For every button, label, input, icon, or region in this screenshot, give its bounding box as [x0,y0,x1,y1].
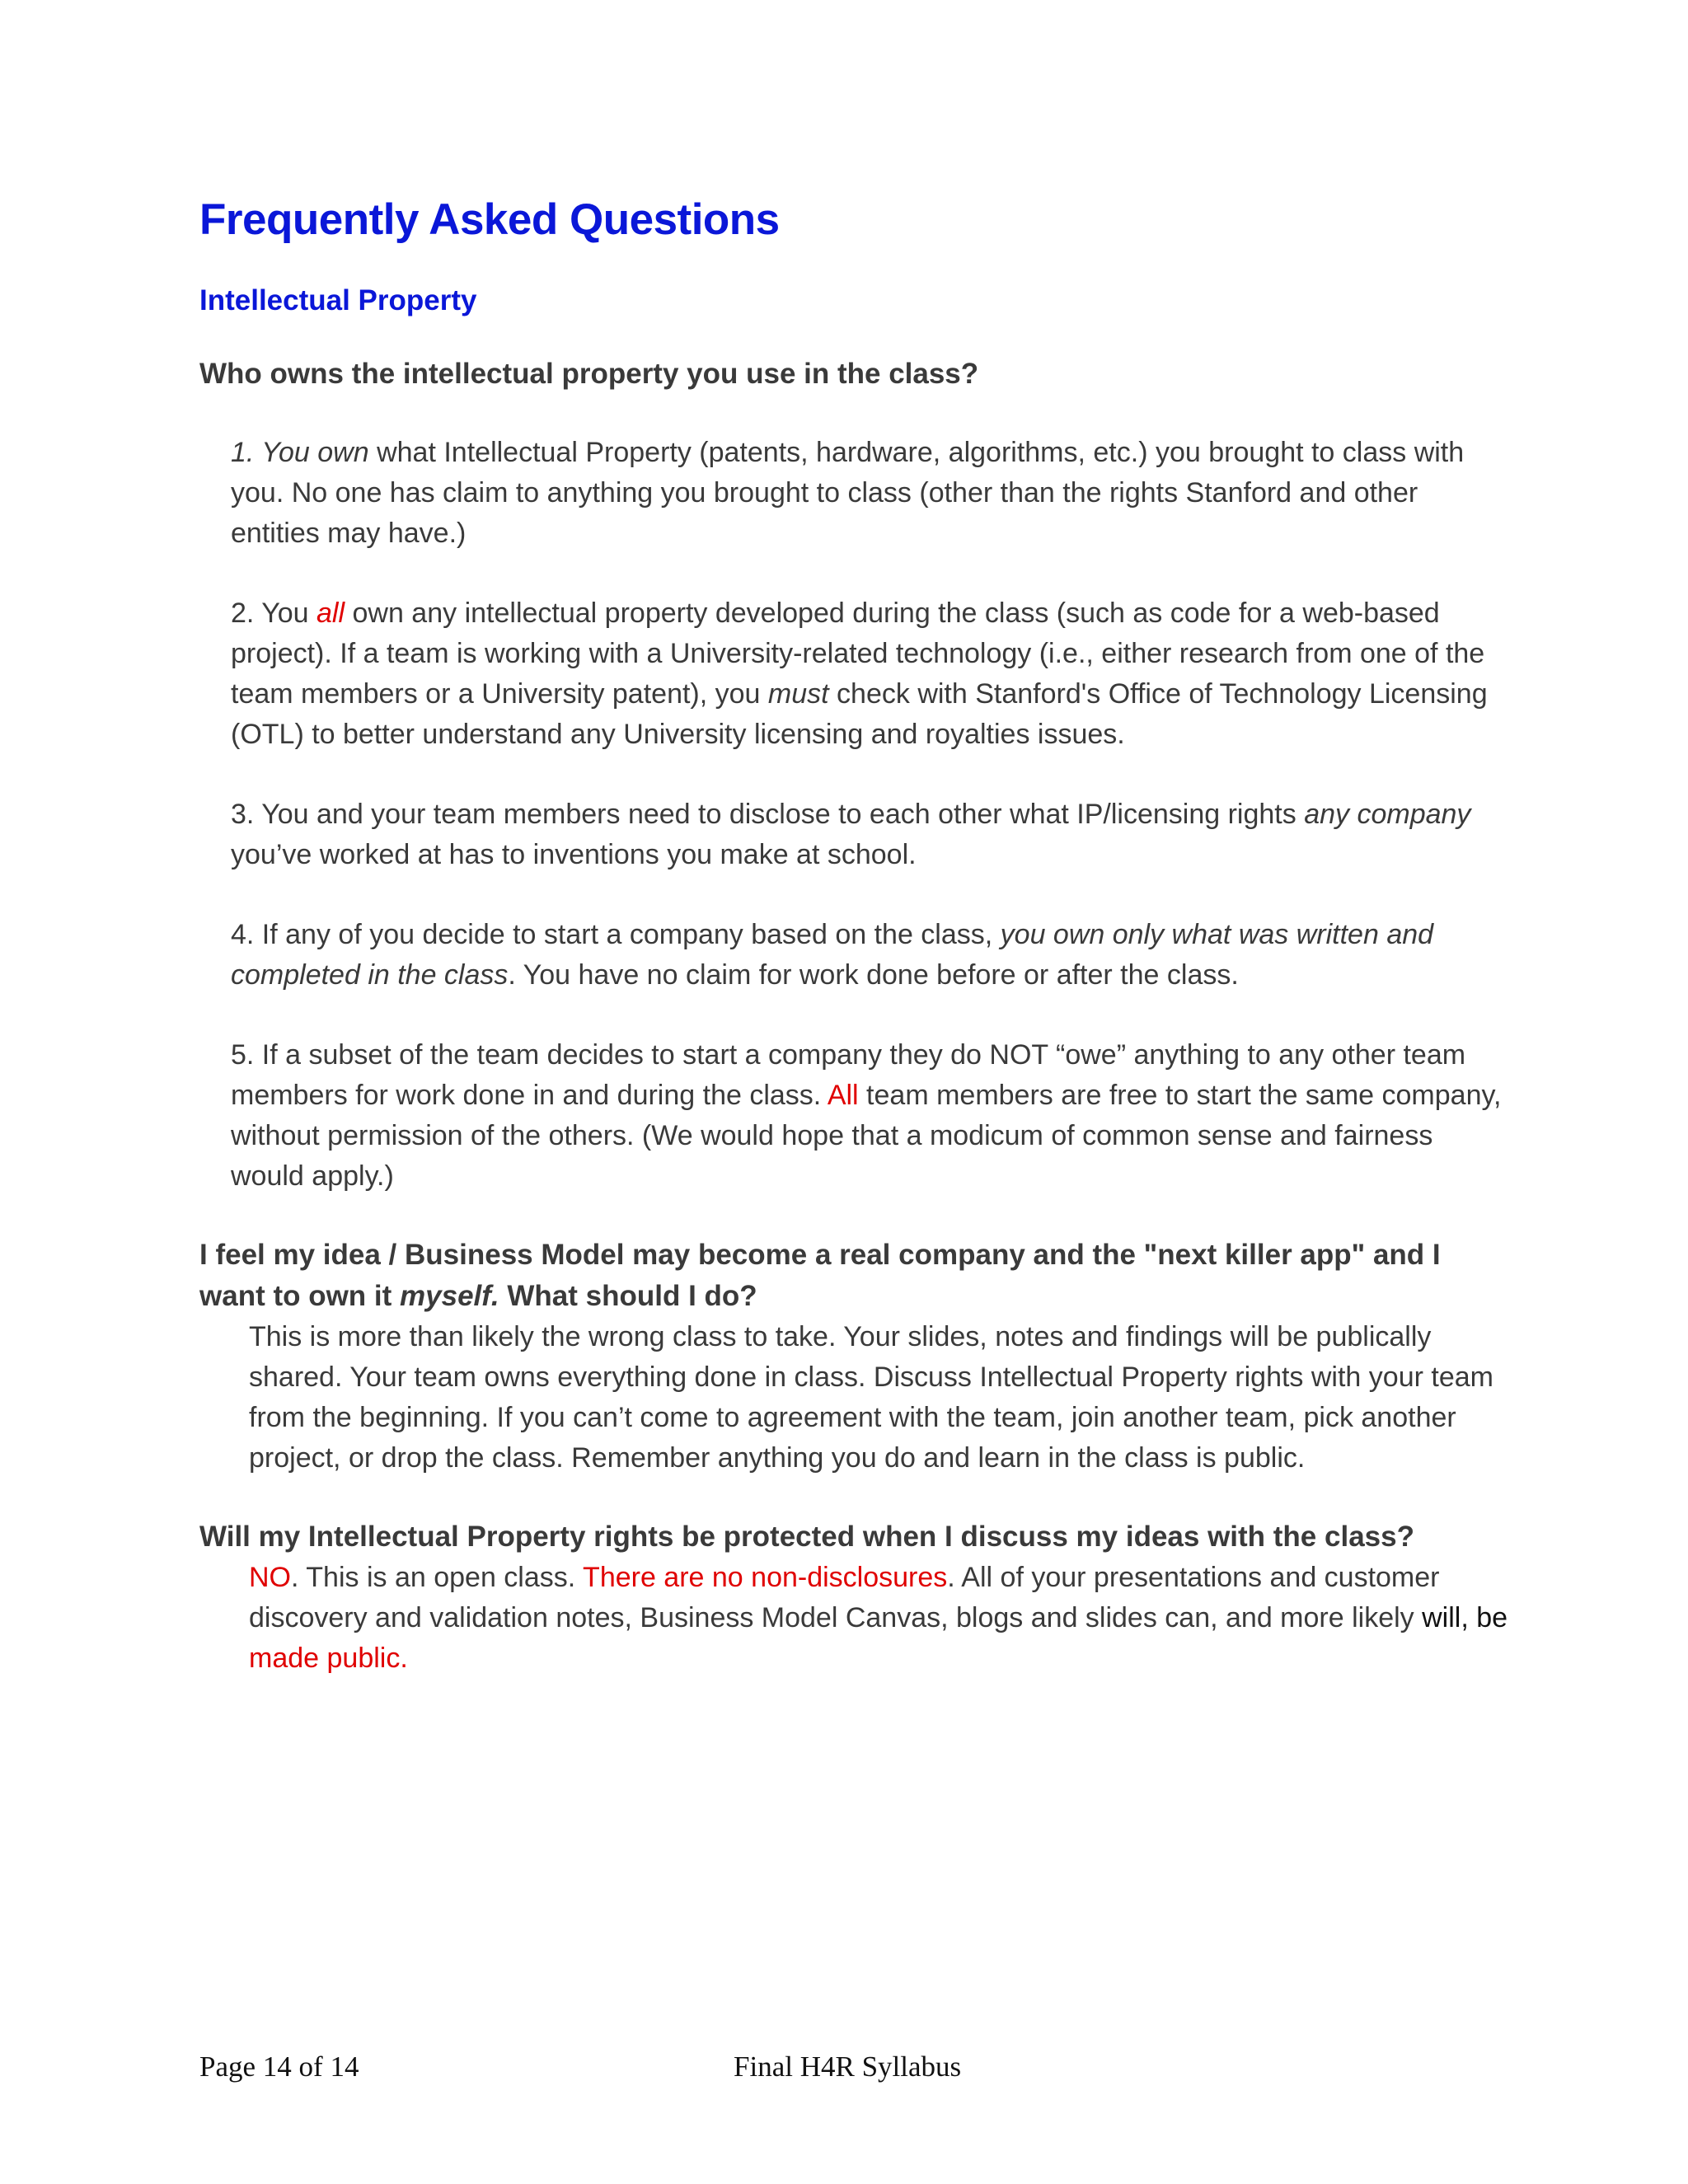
section-heading: Intellectual Property [199,284,477,316]
answer-item-4 [199,915,1510,996]
item-3-text-a: 3. You and your team members need to disclose to each other what IP/licensing rights [231,799,1305,830]
made-public: made public. [249,1643,408,1674]
item-2-text-a: 2. You [231,598,317,629]
question-2-myself: myself. [400,1280,499,1312]
answer-killer-app: This is more than likely the wrong class to take. Your slides, notes and findings will be publically shared. Your team owns everything done in class. Discuss Intellectual Property rights with your team from the beginning. If you can’t come to agreement with the team, join another team, pick another project, or drop the class. Remember anything you do and learn in the class is public. [249,1321,1493,1474]
item-2-text-b: own any intellectual property developed during the class (such as code for a web-based project). If a team is working with a University-related technology (i.e., either research from one of the team members or a University patent), you [231,598,1485,710]
page-title: Frequently Asked Questions [199,195,780,244]
page-content [199,194,1510,1679]
item-4-italic: you own only what was written and completed in the class [231,919,1434,991]
item-4-text-b: . You have no claim for work done before or after the class. [508,959,1239,991]
item-3-any-company: any company [1304,799,1471,830]
item-5-text-a: 5. If a subset of the team decides to start a company they do NOT “owe” anything to any other team members for work done in and during the class. [231,1039,1466,1111]
answer-item-2 [199,593,1510,755]
item-5-all: All [827,1080,859,1111]
answer-item-1 [199,433,1510,554]
item-4-text-a: 4. If any of you decide to start a company based on the class, [231,919,1001,950]
question-2-text-b: What should I do? [499,1280,757,1312]
answer-item-3 [199,794,1510,875]
item-5-text-b: team members are free to start the same company, without permission of the others. (We would hope that a modicum of common sense and fairness would apply.) [231,1080,1502,1192]
answer-item-5 [199,1035,1510,1197]
page-number: Page 14 of 14 [199,2050,359,2083]
item-1-lead: 1. You own [231,437,369,468]
item-3-text-b: you’ve worked at has to inventions you make at school. [231,839,917,870]
item-2-all: all [316,598,345,629]
answer-3-text-b: . All of your presentations and customer discovery and validation notes, Business Model Canvas, blogs and slides can, and more likely [249,1562,1440,1633]
answer-3-text-a: . This is an open class. [291,1562,584,1593]
will-be: will, be [1422,1602,1508,1633]
answer-ip-protected [199,1558,1510,1679]
item-1-text: what Intellectual Property (patents, hardware, algorithms, etc.) you brought to class with you. No one has claim to anything you brought to class (other than the rights Stanford and other entities may have.) [231,437,1465,549]
item-2-must: must [767,678,829,710]
question-ip-protected: Will my Intellectual Property rights be protected when I discuss my ideas with the class? [199,1521,1414,1553]
question-killer-app [199,1235,1510,1317]
answer-no: NO [249,1562,291,1593]
item-2-text-c: check with Stanford's Office of Technology Licensing (OTL) to better understand any University licensing and royalties issues. [231,678,1488,750]
no-nondisclosures: There are no non-disclosures [583,1562,948,1593]
question-2-text-a: I feel my idea / Business Model may become a real company and the "next killer app" and I want to own it [199,1239,1441,1312]
document-title: Final H4R Syllabus [734,2050,962,2083]
question-who-owns-ip: Who owns the intellectual property you use in the class? [199,358,979,390]
